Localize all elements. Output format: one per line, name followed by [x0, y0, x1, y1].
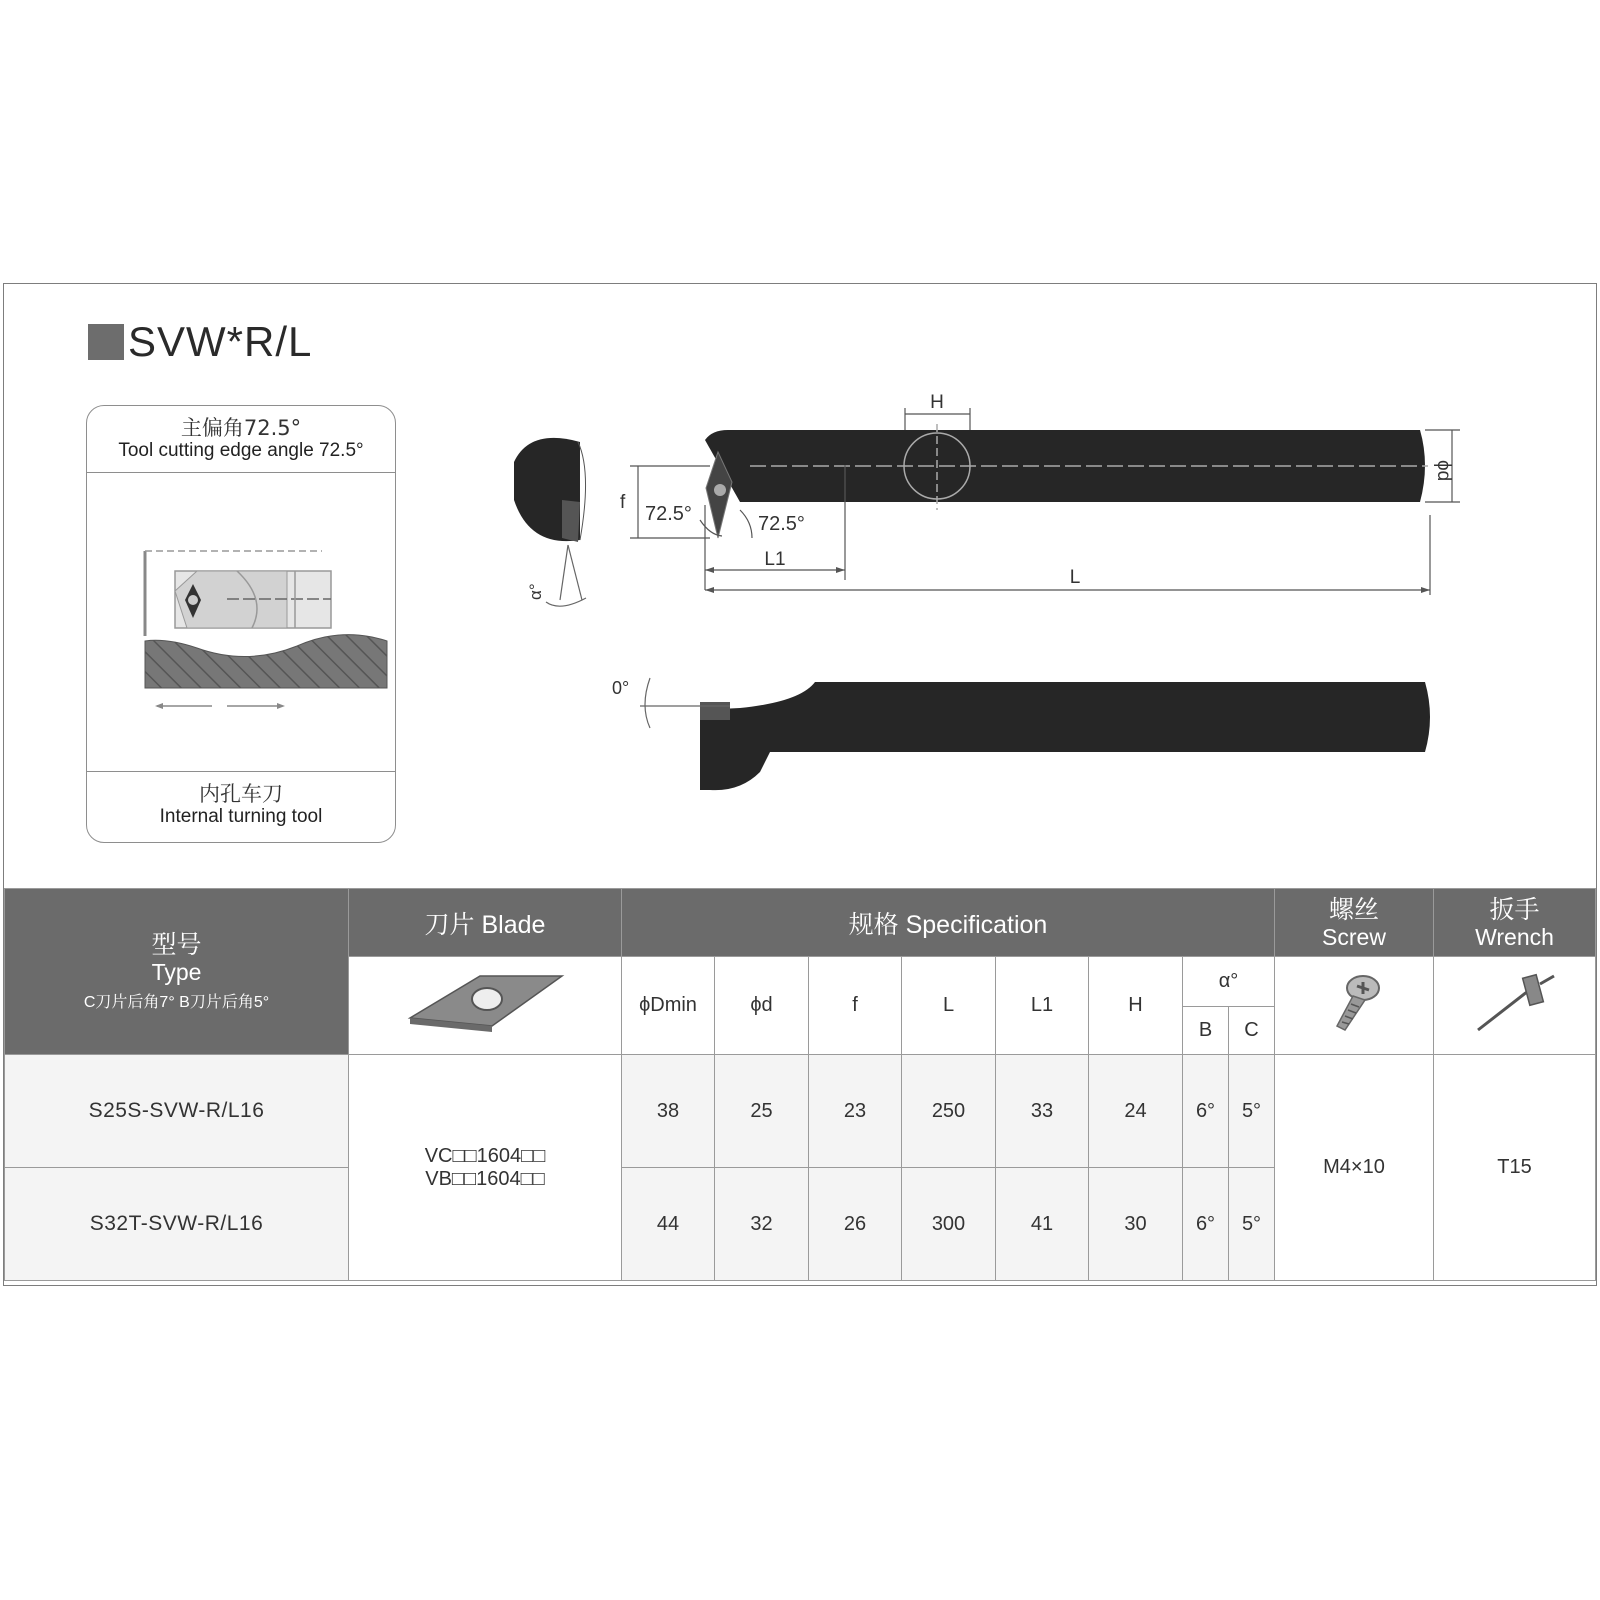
type-header	[5, 889, 349, 1055]
blade-header: 刀片 Blade	[349, 889, 622, 957]
row-c: 5°	[1229, 1055, 1275, 1168]
tool-dimension-drawing	[500, 390, 1500, 810]
col-H: H	[1089, 957, 1183, 1055]
label-L: L	[1069, 567, 1081, 588]
blade-value-cell	[349, 1055, 622, 1281]
row-L1: 33	[996, 1055, 1089, 1168]
wrench-value: T15	[1434, 1055, 1596, 1281]
title-text: SVW*R/L	[128, 318, 313, 365]
screw-image-cell	[1275, 957, 1434, 1055]
boring-illustration	[87, 476, 397, 776]
col-alpha: α°	[1183, 957, 1275, 1007]
col-alpha-b: B	[1183, 1007, 1229, 1055]
row-H: 24	[1089, 1055, 1183, 1168]
insert-blade-icon	[400, 968, 570, 1038]
label-d: ϕd	[1433, 460, 1454, 482]
col-f: f	[809, 957, 902, 1055]
side-view	[612, 678, 1430, 790]
row-c: 5°	[1229, 1168, 1275, 1281]
row-H: 30	[1089, 1168, 1183, 1281]
tool-info-card	[86, 405, 396, 843]
col-L1: L1	[996, 957, 1089, 1055]
title-square-icon	[88, 324, 124, 360]
label-zero: 0°	[612, 678, 630, 698]
spec-header: 规格 Specification	[622, 889, 1275, 957]
card-angle-en: Tool cutting edge angle 72.5°	[118, 440, 364, 461]
label-H: H	[930, 392, 944, 413]
card-tool-en: Internal turning tool	[159, 806, 323, 827]
row-f: 23	[809, 1055, 902, 1168]
row-f: 26	[809, 1168, 902, 1281]
label-alpha: α°	[526, 583, 545, 600]
card-footer	[87, 771, 395, 842]
label-f: f	[620, 492, 626, 513]
blade-image-cell	[349, 957, 622, 1055]
top-view	[620, 392, 1460, 595]
angle-left: 72.5°	[645, 503, 692, 525]
wrench-header: 扳手 Wrench	[1434, 889, 1596, 957]
row-d: 25	[715, 1055, 809, 1168]
col-L: L	[902, 957, 996, 1055]
screw-header: 螺丝 Screw	[1275, 889, 1434, 957]
col-dmin: ϕDmin	[622, 957, 715, 1055]
type-header-en: Type	[151, 958, 202, 985]
row-type: S32T-SVW-R/L16	[5, 1168, 349, 1281]
row-b: 6°	[1183, 1168, 1229, 1281]
card-header	[87, 406, 395, 473]
angle-right: 72.5°	[758, 513, 805, 535]
wrench-icon	[1470, 968, 1560, 1038]
col-alpha-c: C	[1229, 1007, 1275, 1055]
row-b: 6°	[1183, 1055, 1229, 1168]
blade-value-2: VB□□1604□□	[425, 1167, 545, 1190]
card-tool-cn: 内孔车刀	[199, 782, 283, 806]
type-header-cn: 型号	[151, 930, 202, 959]
row-L: 300	[902, 1168, 996, 1281]
end-view	[514, 438, 586, 606]
card-angle-cn: 主偏角72.5°	[180, 416, 302, 440]
table-row	[5, 1055, 1596, 1168]
col-d: ϕd	[715, 957, 809, 1055]
spec-table	[4, 888, 1596, 1281]
product-title	[88, 318, 312, 366]
row-type: S25S-SVW-R/L16	[5, 1055, 349, 1168]
type-header-note: C刀片后角7° B刀片后角5°	[83, 993, 270, 1011]
blade-value-1: VC□□1604□□	[424, 1144, 546, 1167]
row-L: 250	[902, 1055, 996, 1168]
screw-icon	[1319, 968, 1389, 1038]
row-dmin: 44	[622, 1168, 715, 1281]
label-L1: L1	[764, 549, 786, 570]
wrench-image-cell	[1434, 957, 1596, 1055]
row-L1: 41	[996, 1168, 1089, 1281]
screw-value: M4×10	[1275, 1055, 1434, 1281]
row-dmin: 38	[622, 1055, 715, 1168]
row-d: 32	[715, 1168, 809, 1281]
